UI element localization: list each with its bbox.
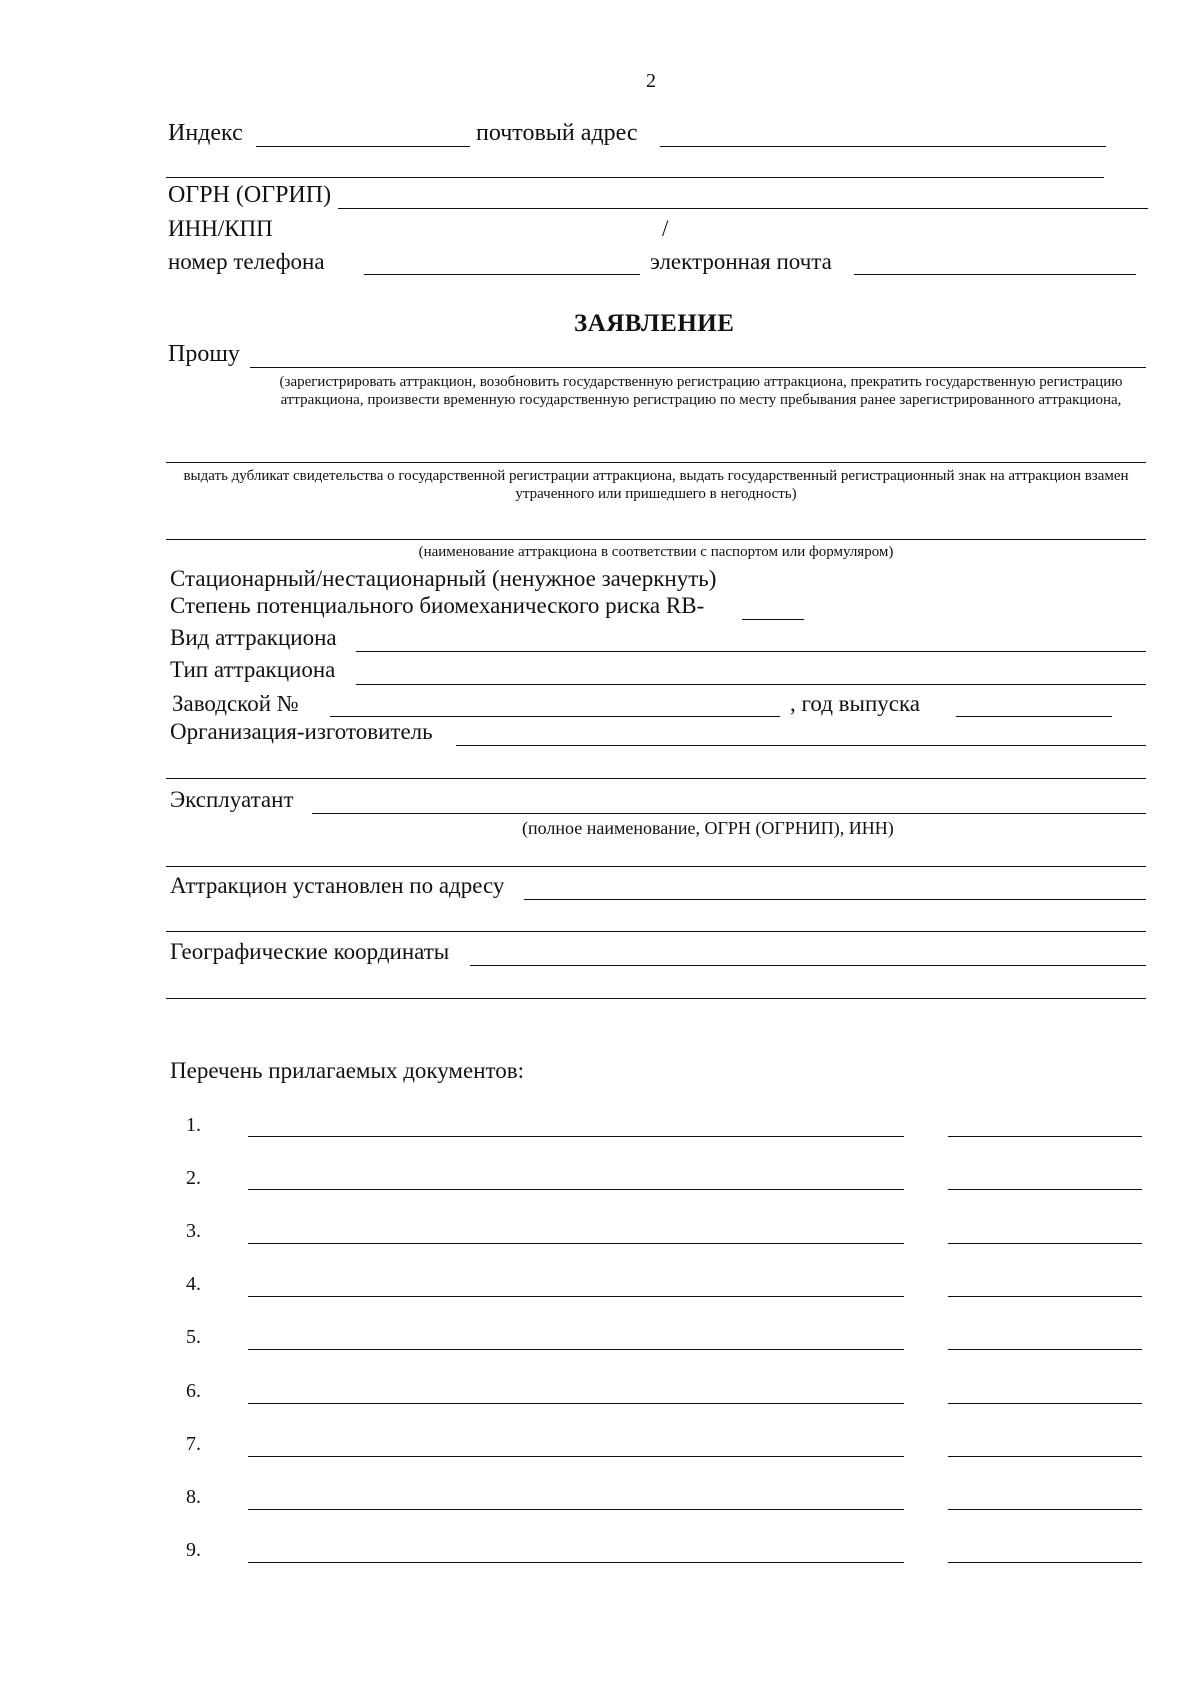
index-label: Индекс [168,120,243,146]
postal-address-field[interactable] [660,146,1106,147]
doc-field[interactable] [248,1296,904,1297]
documents-heading: Перечень прилагаемых документов: [170,1058,525,1083]
email-field[interactable] [854,274,1136,275]
ogrn-label: ОГРН (ОГРИП) [168,182,332,208]
phone-label: номер телефона [168,249,325,274]
request-field-2[interactable] [166,462,1146,463]
phone-field[interactable] [364,274,640,275]
doc-field[interactable] [248,1456,904,1457]
doc-pages-field[interactable] [948,1562,1142,1563]
manufacturer-field-2[interactable] [166,778,1146,779]
coords-field[interactable] [470,965,1146,966]
doc-pages-field[interactable] [948,1349,1142,1350]
page-number: 2 [646,70,656,92]
address-label: Аттракцион установлен по адресу [170,873,505,898]
doc-pages-field[interactable] [948,1136,1142,1137]
ogrn-field[interactable] [338,208,1148,209]
doc-number: 2. [186,1167,201,1189]
attraction-name-field[interactable] [166,539,1146,540]
coords-field-2[interactable] [166,998,1146,999]
doc-field[interactable] [248,1349,904,1350]
index-field[interactable] [256,146,470,147]
statement-title: ЗАЯВЛЕНИЕ [574,310,735,337]
email-label: электронная почта [650,249,832,274]
type-label: Тип аттракциона [170,657,336,682]
inn-kpp-label: ИНН/КПП [168,216,273,241]
address-field-2[interactable] [166,931,1146,932]
doc-field[interactable] [248,1509,904,1510]
attraction-name-hint: (наименование аттракциона в соответствии с паспортом или формуляром) [418,544,894,560]
doc-number: 7. [186,1433,201,1455]
type-field[interactable] [356,684,1146,685]
doc-number: 3. [186,1220,201,1242]
operator-hint: (полное наименование, ОГРН (ОГРНИП), ИНН) [522,818,894,838]
serial-label: Заводской № [172,691,299,716]
stationary-label: Стационарный/нестационарный (ненужное зачеркнуть) [170,566,717,591]
doc-number: 8. [186,1486,201,1508]
doc-number: 5. [186,1326,201,1348]
operator-label: Эксплуатант [170,787,294,812]
doc-field[interactable] [248,1136,904,1137]
operator-field-2[interactable] [166,866,1146,867]
doc-pages-field[interactable] [948,1189,1142,1190]
coords-label: Географические координаты [170,939,450,964]
address-field[interactable] [524,899,1146,900]
year-label: , год выпуска [790,691,921,716]
operator-field[interactable] [312,813,1146,814]
doc-pages-field[interactable] [948,1403,1142,1404]
doc-field[interactable] [248,1243,904,1244]
doc-field[interactable] [248,1403,904,1404]
kind-field[interactable] [356,651,1146,652]
doc-field[interactable] [248,1189,904,1190]
serial-field[interactable] [330,716,780,717]
kind-label: Вид аттракциона [170,625,337,650]
request-field[interactable] [250,367,1146,368]
risk-field[interactable] [742,619,804,620]
doc-number: 1. [186,1114,201,1136]
postal-address-label: почтовый адрес [476,120,638,146]
request-hint-2: выдать дубликат свидетельства о государственной регистрации аттракциона, выдать государственный регистрационный знак на аттракцион взамен утраченного или пришедшего в негодность) [183,468,1129,502]
doc-pages-field[interactable] [948,1456,1142,1457]
doc-number: 6. [186,1380,201,1402]
doc-pages-field[interactable] [948,1243,1142,1244]
request-label: Прошу [168,341,240,367]
doc-pages-field[interactable] [948,1296,1142,1297]
inn-kpp-separator: / [662,216,669,241]
doc-number: 4. [186,1273,201,1295]
manufacturer-field[interactable] [456,745,1146,746]
year-field[interactable] [956,716,1112,717]
doc-pages-field[interactable] [948,1509,1142,1510]
risk-label: Степень потенциального биомеханического риска RB- [170,593,705,618]
doc-field[interactable] [248,1562,904,1563]
doc-number: 9. [186,1539,201,1561]
postal-address-field-2[interactable] [166,177,1104,178]
manufacturer-label: Организация-изготовитель [170,719,433,744]
request-hint-1: (зарегистрировать аттракцион, возобновить государственную регистрацию аттракциона, прекратить государственную регистрацию аттракциона, произвести временную государственную регистрацию по месту пребывания ранее зарегистрированного аттракциона, [279,374,1123,408]
